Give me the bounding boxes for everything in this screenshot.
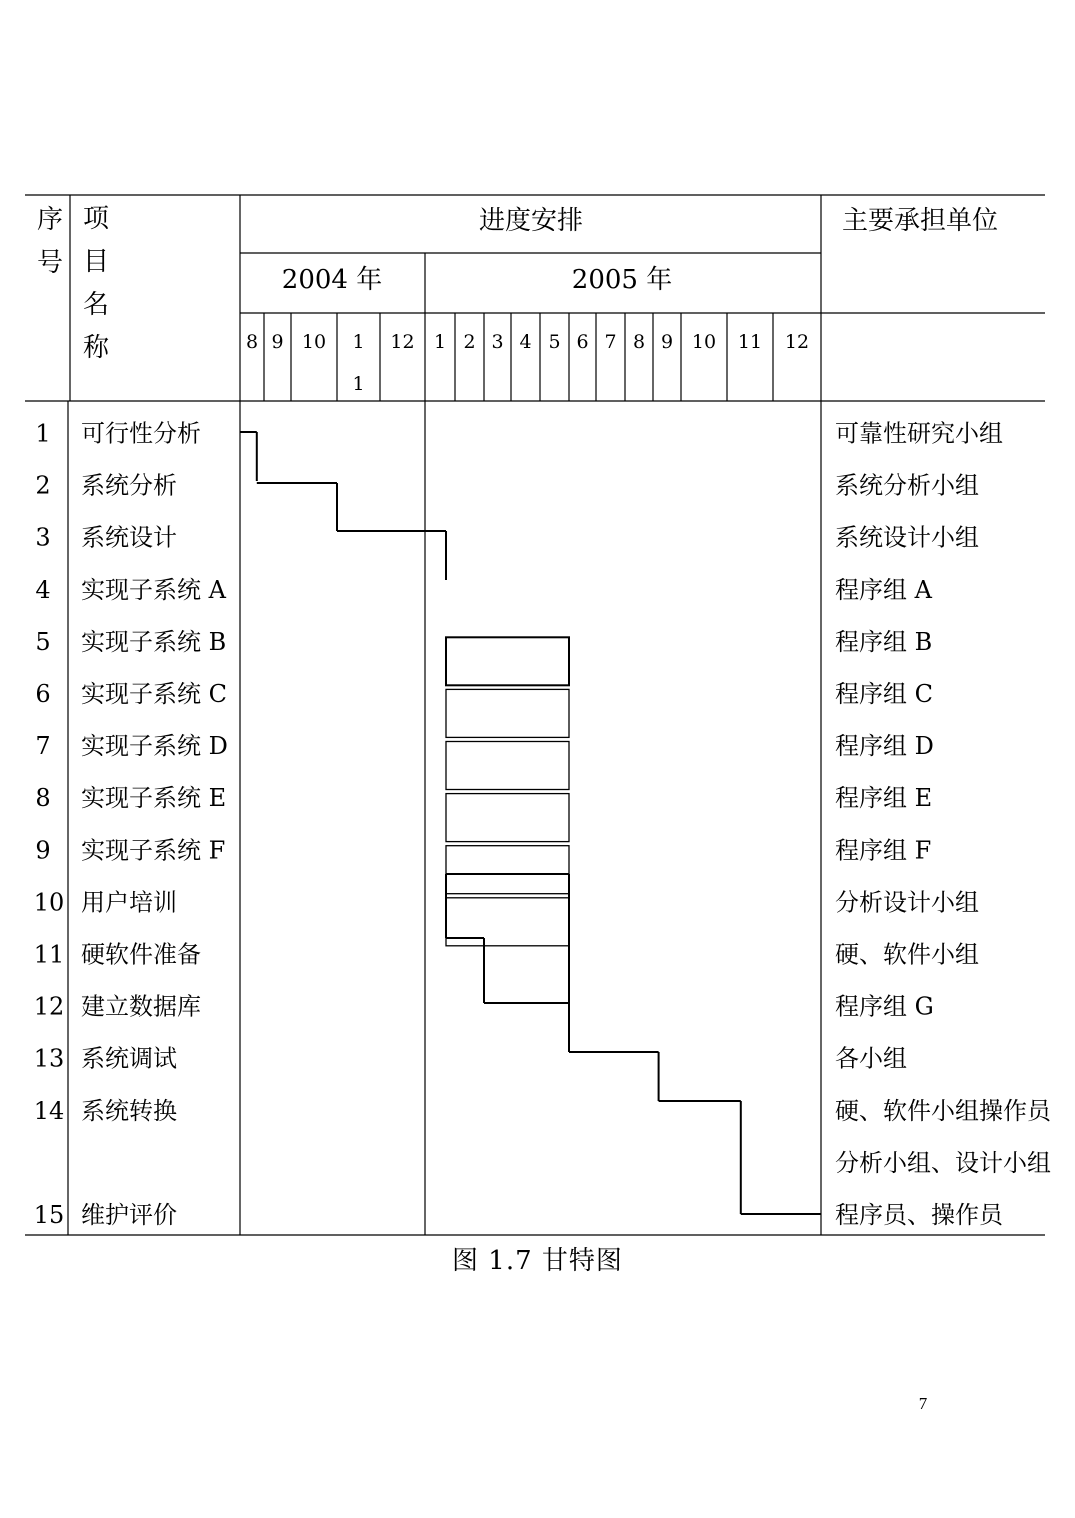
- month-tick-label: 11: [737, 331, 763, 353]
- month-tick-label: 10: [301, 331, 327, 353]
- month-tick-label: 3: [491, 331, 504, 353]
- month-tick-label: 2: [463, 331, 476, 353]
- task-seq: 6: [35, 680, 51, 708]
- month-tick-label: 8: [245, 331, 259, 353]
- year-2004-label: 2004 年: [281, 265, 383, 295]
- task-seq: 15: [33, 1201, 65, 1229]
- task-bar-4: [446, 637, 569, 685]
- task-name: 用户培训: [81, 888, 177, 917]
- name-header-char: 项: [82, 204, 110, 234]
- task-unit: 程序组 E: [835, 784, 933, 813]
- month-tick-label: 7: [604, 331, 617, 353]
- task-unit: 程序组 A: [835, 575, 932, 604]
- month-tick-label: 9: [660, 331, 674, 353]
- month-tick-label: 4: [519, 331, 532, 353]
- task-unit: 各小组: [835, 1044, 907, 1073]
- month-tick-label: 8: [632, 331, 646, 353]
- name-header-char: 称: [82, 333, 110, 363]
- task-unit: 程序员、操作员: [835, 1201, 1003, 1229]
- task-bar-5: [446, 689, 569, 737]
- task-name: 实现子系统 D: [81, 732, 228, 761]
- task-name: 实现子系统 F: [81, 836, 226, 865]
- task-seq: 2: [35, 471, 51, 500]
- task-unit: 系统设计小组: [835, 523, 979, 552]
- task-unit: 程序组 C: [835, 680, 933, 708]
- task-name: 实现子系统 C: [81, 680, 227, 708]
- seq-header-char: 号: [36, 248, 64, 278]
- task-name: 硬软件准备: [81, 940, 201, 969]
- task-seq: 12: [33, 992, 65, 1021]
- task-seq: 11: [33, 940, 65, 969]
- month-tick-label: 12: [784, 331, 810, 353]
- task-unit: 可靠性研究小组: [835, 419, 1003, 448]
- month-tick-label: 1: [352, 373, 365, 395]
- month-tick-label: 10: [691, 331, 717, 353]
- task-seq: 1: [35, 419, 51, 448]
- task-unit: 硬、软件小组操作员: [835, 1096, 1051, 1125]
- table-grid: [25, 195, 1045, 1235]
- schedule-header: 进度安排: [478, 206, 584, 236]
- task-seq: 13: [33, 1044, 65, 1073]
- task-name: 可行性分析: [81, 419, 201, 448]
- month-tick-label: 9: [271, 331, 284, 353]
- month-tick-label: 6: [576, 331, 589, 353]
- task-name: 建立数据库: [81, 992, 201, 1021]
- task-name: 系统设计: [81, 523, 177, 552]
- task-name: 实现子系统 A: [81, 575, 226, 604]
- task-seq: 3: [35, 523, 51, 552]
- task-unit: 程序组 F: [835, 836, 932, 865]
- task-name: 系统转换: [81, 1096, 177, 1125]
- task-seq: 8: [35, 784, 51, 813]
- task-name: 系统调试: [81, 1044, 177, 1073]
- task-bar-7: [446, 794, 569, 842]
- name-header-char: 名: [82, 290, 110, 320]
- task-unit: 程序组 B: [835, 627, 933, 656]
- task-unit: 分析设计小组: [835, 888, 979, 917]
- page-number: 7: [918, 1394, 928, 1413]
- year-2005-label: 2005 年: [571, 265, 673, 295]
- task-bar-6: [446, 742, 569, 790]
- month-tick-label: 12: [390, 331, 415, 353]
- name-header-char: 目: [82, 247, 110, 277]
- table-labels: [34, 204, 1053, 1229]
- task-unit: 系统分析小组: [835, 471, 979, 500]
- task-seq: 9: [35, 836, 51, 865]
- task-unit: 程序组 G: [835, 992, 934, 1021]
- task-seq: 10: [33, 888, 65, 917]
- month-tick-label: 5: [548, 331, 561, 353]
- task-seq: 4: [35, 575, 51, 604]
- task-name: 实现子系统 B: [81, 627, 227, 656]
- task-name: 维护评价: [81, 1201, 177, 1229]
- month-tick-label: 1: [352, 331, 365, 353]
- task-unit: 程序组 D: [835, 732, 934, 761]
- seq-header-char: 序: [36, 205, 64, 235]
- gantt-bars: [240, 432, 821, 1214]
- task-name: 实现子系统 E: [81, 784, 227, 813]
- task-seq: 7: [35, 732, 51, 761]
- task-unit: 硬、软件小组: [835, 940, 979, 969]
- figure-caption: 图 1.7 甘特图: [452, 1246, 623, 1276]
- month-tick-label: 1: [433, 331, 447, 353]
- task-unit: 分析小组、设计小组: [835, 1148, 1051, 1177]
- task-seq: 14: [33, 1096, 65, 1125]
- task-name: 系统分析: [81, 471, 177, 500]
- unit-header: 主要承担单位: [841, 206, 999, 236]
- task-seq: 5: [35, 627, 51, 656]
- task-bar-8: [446, 846, 569, 894]
